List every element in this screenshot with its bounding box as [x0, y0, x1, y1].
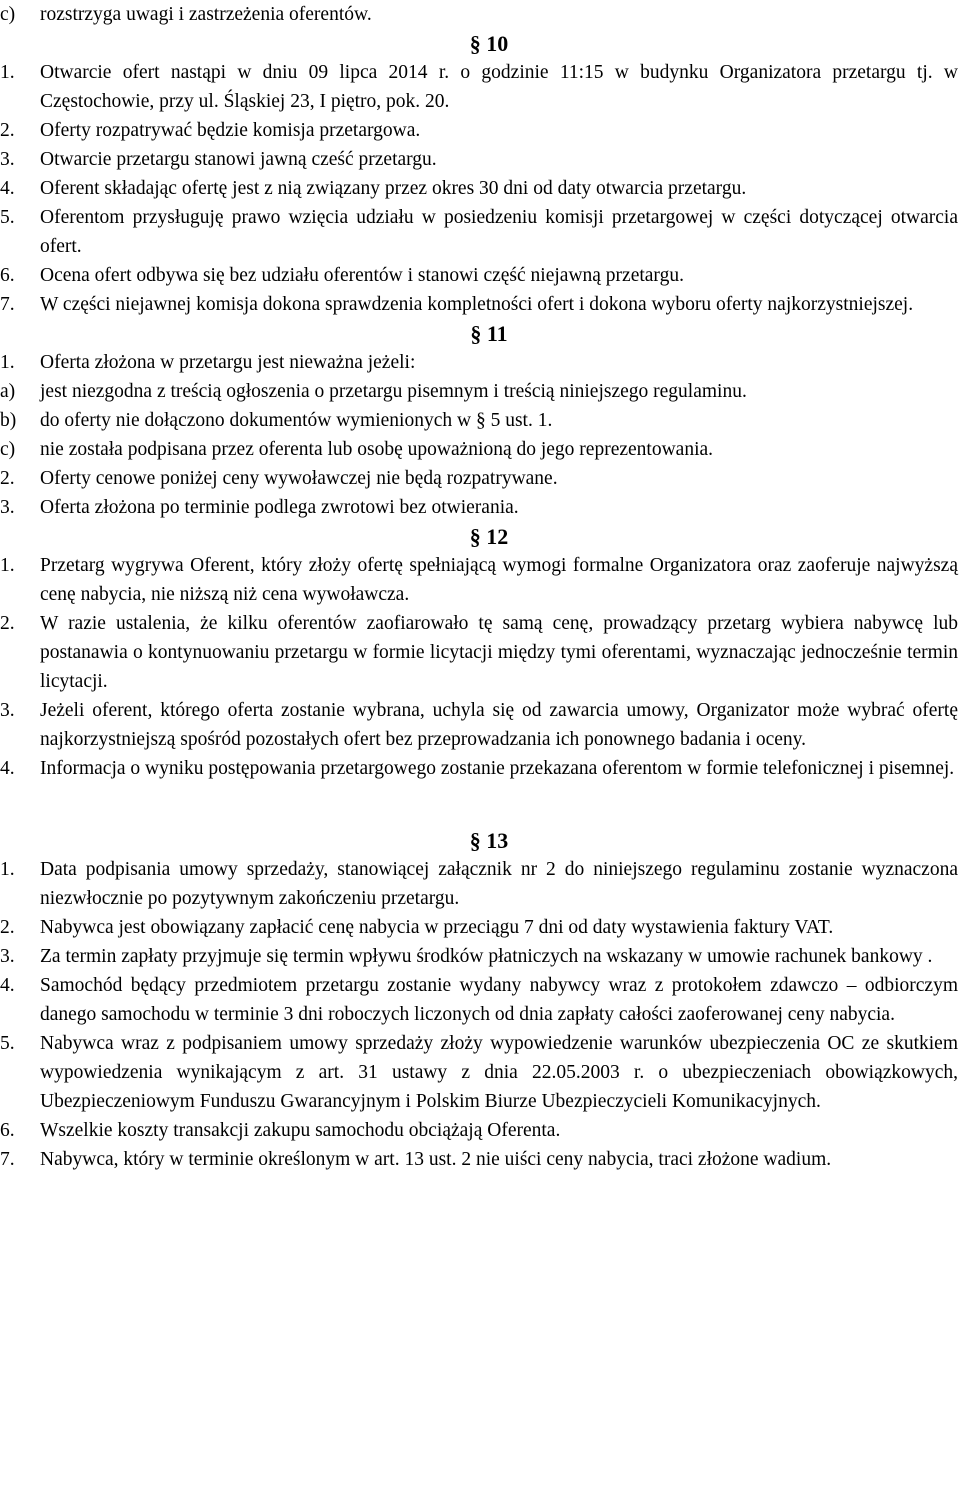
item-number: 3. [0, 946, 15, 967]
section-10-list [0, 58, 958, 319]
list-item [0, 855, 958, 913]
item-text: Otwarcie przetargu stanowi jawną cześć przetargu. [40, 149, 437, 170]
item-text: Oferentom przysługuję prawo wzięcia udziału w posiedzeniu komisji przetargowej w części dotyczącej otwarcia ofert. [40, 207, 958, 257]
item-text: W części niejawnej komisja dokona sprawdzenia kompletności ofert i dokona wyboru oferty najkorzystniejszej. [40, 294, 914, 315]
item-number: 3. [0, 497, 15, 518]
section-heading-12: § 12 [469, 524, 509, 549]
list-item [0, 696, 958, 754]
spacer [0, 783, 958, 826]
item-number: 1. [0, 859, 15, 880]
item-number: c) [0, 439, 16, 460]
list-item [0, 754, 958, 783]
item-number: 6. [0, 1120, 15, 1141]
item-text: Oferta złożona w przetargu jest nieważna jeżeli: [40, 352, 416, 373]
item-number: 5. [0, 1033, 15, 1054]
item-text: Oferty cenowe poniżej ceny wywoławczej nie będą rozpatrywane. [40, 468, 558, 489]
item-number: 2. [0, 613, 15, 634]
section-11-list [0, 348, 958, 522]
item-text: rozstrzyga uwagi i zastrzeżenia oferentów. [40, 4, 372, 25]
list-item [0, 406, 958, 435]
item-number: 2. [0, 917, 15, 938]
item-text: Jeżeli oferent, którego oferta zostanie wybrana, uchyla się od zawarcia umowy, Organizator może wybrać ofertę najkorzystniejszą spośród pozostałych ofert bez przeprowadzania ich ponownego badania i oceny. [40, 700, 958, 750]
list-item [0, 971, 958, 1029]
list-item [0, 464, 958, 493]
section-heading-11: § 11 [470, 321, 508, 346]
list-item [0, 145, 958, 174]
item-text: Oferty rozpatrywać będzie komisja przetargowa. [40, 120, 421, 141]
list-item [0, 493, 958, 522]
item-text: Nabywca, który w terminie określonym w art. 13 ust. 2 nie uiści ceny nabycia, traci złożone wadium. [40, 1149, 832, 1170]
item-number: 3. [0, 700, 15, 721]
section-12-list [0, 551, 958, 783]
item-text: Nabywca wraz z podpisaniem umowy sprzedaży złoży wypowiedzenie warunków ubezpieczenia OC ze skutkiem wypowiedzenia wynikającym z art. 31 ustawy z dnia 22.05.2003 r. o ubezpieczeniach obowiązkowych, Ubezpieczeniowym Funduszu Gwarancyjnym i Polskim Biurze Ubezpieczycieli Komunikacyjnych. [40, 1033, 958, 1112]
item-number: 3. [0, 149, 15, 170]
list-item [0, 942, 958, 971]
item-number: 7. [0, 1149, 15, 1170]
item-number: 4. [0, 178, 15, 199]
list-item [0, 261, 958, 290]
list-item [0, 551, 958, 609]
item-text: Oferta złożona po terminie podlega zwrotowi bez otwierania. [40, 497, 519, 518]
item-text: W razie ustalenia, że kilku oferentów zaofiarowało tę samą cenę, prowadzący przetarg wybiera nabywcę lub postanawia o kontynuowaniu przetargu w formie licytacji między tymi oferentami, wyznaczając jednocześnie termin licytacji. [40, 613, 958, 692]
section-heading-10: § 10 [469, 31, 509, 56]
list-item [0, 58, 958, 116]
list-item [0, 1029, 958, 1116]
item-text: Oferent składając ofertę jest z nią związany przez okres 30 dni od daty otwarcia przetargu. [40, 178, 747, 199]
list-item [0, 435, 958, 464]
item-text: Data podpisania umowy sprzedaży, stanowiącej załącznik nr 2 do niniejszego regulaminu zostanie wyznaczona niezwłocznie po pozytywnym zakończeniu przetargu. [40, 859, 958, 909]
item-number: c) [0, 4, 16, 25]
list-item [0, 1116, 958, 1145]
item-text: jest niezgodna z treścią ogłoszenia o przetargu pisemnym i treścią niniejszego regulaminu. [40, 381, 747, 402]
section-13-list [0, 855, 958, 1174]
list-item [0, 116, 958, 145]
item-number: 6. [0, 265, 15, 286]
item-text: Otwarcie ofert nastąpi w dniu 09 lipca 2014 r. o godzinie 11:15 w budynku Organizatora przetargu tj. w Częstochowie, przy ul. Śląskiej 23, I piętro, pok. 20. [40, 62, 958, 112]
item-number: 2. [0, 468, 15, 489]
list-item [0, 203, 958, 261]
list-item [0, 913, 958, 942]
item-number: 7. [0, 294, 15, 315]
item-number: 4. [0, 975, 15, 996]
item-text: Przetarg wygrywa Oferent, który złoży ofertę spełniającą wymogi formalne Organizatora oraz zaoferuje najwyższą cenę nabycia, nie niższą niż cena wywoławcza. [40, 555, 958, 605]
item-text: do oferty nie dołączono dokumentów wymienionych w § 5 ust. 1. [40, 410, 553, 431]
list-item [0, 174, 958, 203]
item-number: b) [0, 410, 17, 431]
item-number: 5. [0, 207, 15, 228]
list-item [0, 377, 958, 406]
item-text: Ocena ofert odbywa się bez udziału oferentów i stanowi część niejawną przetargu. [40, 265, 684, 286]
item-text: Za termin zapłaty przyjmuje się termin wpływu środków płatniczych na wskazany w umowie rachunek bankowy . [40, 946, 933, 967]
item-number: 1. [0, 62, 15, 83]
item-text: Informacja o wyniku postępowania przetargowego zostanie przekazana oferentom w formie telefonicznej i pisemnej. [40, 758, 955, 779]
item-text: Nabywca jest obowiązany zapłacić cenę nabycia w przeciągu 7 dni od daty wystawienia faktury VAT. [40, 917, 834, 938]
list-item [0, 609, 958, 696]
item-text: nie została podpisana przez oferenta lub osobę upoważnioną do jego reprezentowania. [40, 439, 714, 460]
list-item [0, 1145, 958, 1174]
item-number: 1. [0, 555, 15, 576]
list-item [0, 290, 958, 319]
item-text: Wszelkie koszty transakcji zakupu samochodu obciążają Oferenta. [40, 1120, 561, 1141]
item-text: Samochód będący przedmiotem przetargu zostanie wydany nabywcy wraz z protokołem zdawczo – odbiorczym danego samochodu w terminie 3 dni roboczych liczonych od dnia zapłaty całości zaoferowanej ceny nabycia. [40, 975, 958, 1025]
item-number: 2. [0, 120, 15, 141]
section-heading-13: § 13 [469, 828, 509, 853]
item-number: 1. [0, 352, 15, 373]
list-item [0, 348, 958, 377]
item-number: 4. [0, 758, 15, 779]
item-number: a) [0, 381, 16, 402]
list-item [0, 0, 958, 29]
